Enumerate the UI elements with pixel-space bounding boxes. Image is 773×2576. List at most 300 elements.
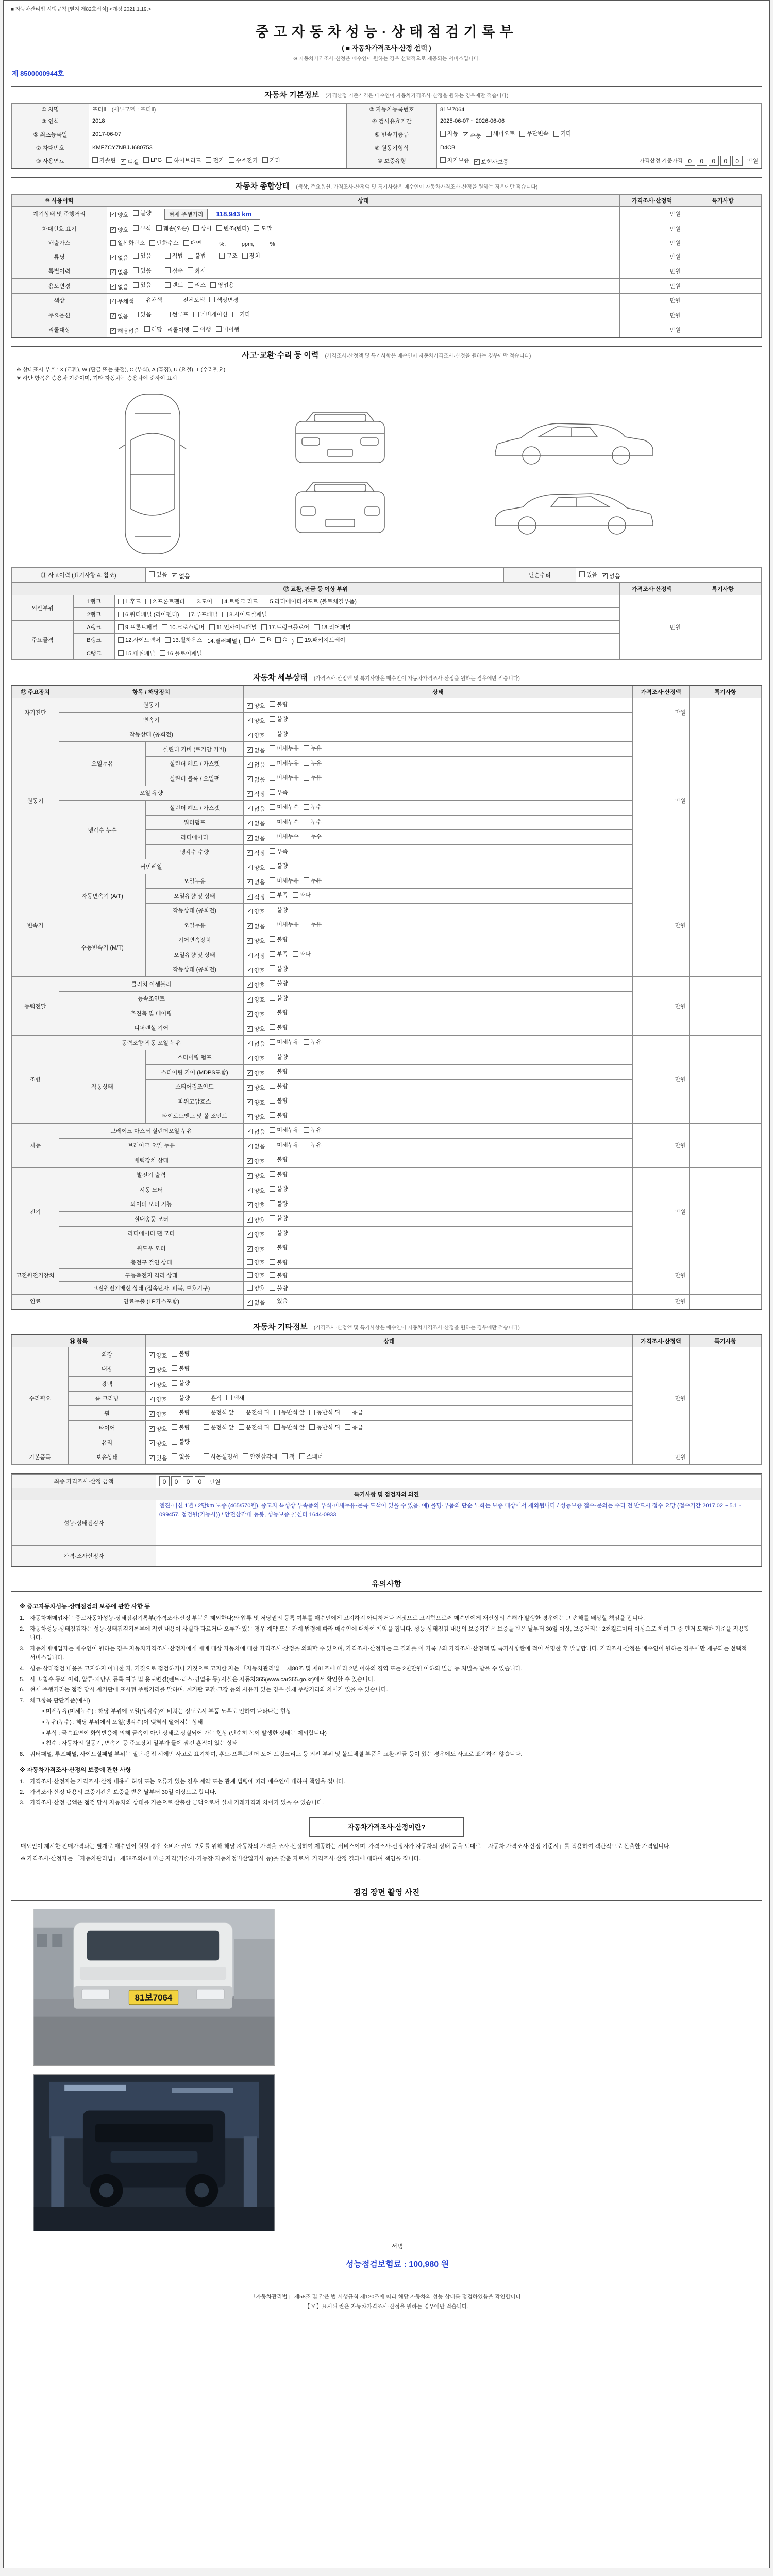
notice-item [20, 1665, 753, 1674]
checkbox-checked[interactable] [247, 746, 265, 754]
subitem-cell: 스티어링 기어 (MDPS포함) [146, 1065, 244, 1080]
checkbox-box [304, 1039, 309, 1045]
checkbox-unchecked[interactable] [270, 1096, 288, 1105]
checkbox-checked[interactable] [247, 702, 265, 710]
table-row [12, 874, 762, 889]
checkbox-unchecked[interactable] [270, 1229, 288, 1237]
checkbox-box [133, 210, 139, 216]
checkbox-checked[interactable] [247, 1010, 265, 1019]
checkbox-box [247, 1259, 253, 1265]
checkbox-label: 해당없음 [117, 328, 140, 335]
checkbox-unchecked[interactable] [270, 876, 299, 885]
checkbox-unchecked[interactable] [440, 129, 458, 138]
checkbox-box [270, 951, 275, 957]
checkbox-checked[interactable] [247, 1157, 265, 1165]
checkbox-checked[interactable] [149, 1366, 167, 1374]
checkbox-unchecked[interactable] [270, 1155, 288, 1163]
checkbox-checked[interactable] [247, 907, 265, 916]
checkbox-unchecked[interactable] [193, 224, 211, 232]
checkbox-checked[interactable] [247, 952, 265, 960]
checkbox-unchecked[interactable] [270, 1284, 288, 1292]
checkbox-box [579, 571, 585, 577]
checkbox-unchecked[interactable] [172, 1364, 190, 1372]
checkbox-unchecked[interactable] [204, 1394, 222, 1402]
checkbox-unchecked[interactable] [304, 759, 322, 767]
checkbox-unchecked[interactable] [270, 935, 288, 943]
checkbox-checked[interactable] [110, 211, 128, 219]
checkbox-unchecked[interactable] [270, 920, 299, 928]
checkbox-checked[interactable] [247, 981, 265, 989]
checkbox-unchecked[interactable] [206, 156, 224, 164]
checkbox-box [204, 1395, 209, 1400]
checkbox-unchecked[interactable] [270, 1038, 299, 1046]
checkbox-checked[interactable] [247, 1069, 265, 1077]
checkbox-label: 불량 [277, 1054, 288, 1060]
checkbox-box [244, 637, 250, 643]
checkbox-unchecked[interactable] [270, 744, 299, 752]
status-cell [244, 1065, 633, 1080]
checkbox-checked[interactable] [247, 1083, 265, 1092]
checkbox-box [304, 804, 309, 810]
checkbox-box [304, 877, 309, 883]
checkbox-unchecked[interactable] [270, 1053, 288, 1061]
checkbox-label: 침수 [172, 267, 183, 274]
checkbox-checked[interactable] [247, 1128, 265, 1136]
etc-col-price: 가격조사·산정액 [633, 1335, 690, 1347]
checkbox-unchecked[interactable] [270, 891, 288, 899]
checkbox-unchecked[interactable] [270, 1214, 288, 1222]
checkbox-unchecked[interactable] [118, 649, 155, 657]
checkbox-box [270, 1230, 275, 1235]
checkbox-unchecked[interactable] [110, 239, 145, 247]
checkbox-unchecked[interactable] [149, 570, 167, 579]
checkbox-checked[interactable] [247, 790, 265, 798]
checkbox-unchecked[interactable] [260, 637, 271, 643]
checkbox-unchecked[interactable] [270, 788, 288, 796]
photos-body [11, 1901, 762, 2284]
checkbox-unchecked[interactable] [299, 1452, 323, 1461]
checkbox-label: 장치 [249, 253, 260, 260]
checkbox-checked[interactable] [247, 731, 265, 739]
checkbox-unchecked[interactable] [440, 156, 469, 164]
checkbox-checked[interactable] [110, 226, 128, 234]
section-etc-note: (가격조사·산정액 및 특기사항은 매수인이 자동차가격조사·산정을 원하는 경우에만 적습니다) [313, 1325, 520, 1331]
checkbox-unchecked[interactable] [232, 310, 250, 318]
checkbox-checked[interactable] [247, 1040, 265, 1048]
section-notices [11, 1575, 762, 1875]
checkbox-unchecked[interactable] [314, 623, 351, 631]
checkbox-unchecked[interactable] [270, 832, 299, 840]
checkbox-unchecked[interactable] [270, 1297, 288, 1305]
checkbox-unchecked[interactable] [270, 803, 299, 811]
checkbox-unchecked[interactable] [270, 1170, 288, 1178]
checkbox-unchecked[interactable] [304, 1126, 322, 1134]
checkbox-unchecked[interactable] [204, 1408, 234, 1416]
checkbox-unchecked[interactable] [247, 1258, 265, 1266]
checkbox-label: 디젤 [127, 159, 139, 165]
item-cell: 색상 [12, 293, 107, 308]
checkbox-unchecked[interactable] [304, 803, 322, 811]
checkbox-checked[interactable] [149, 1351, 167, 1360]
checkbox-checked[interactable] [247, 1113, 265, 1121]
checkbox-unchecked[interactable] [304, 744, 322, 752]
status-cell [244, 742, 633, 757]
vin-label: ⑦ 차대번호 [12, 142, 89, 154]
checkbox-unchecked[interactable] [553, 129, 572, 138]
checkbox-unchecked[interactable] [166, 156, 201, 164]
checkbox-checked[interactable] [110, 297, 134, 306]
checkbox-unchecked[interactable] [270, 1008, 288, 1016]
checkbox-checked[interactable] [247, 1298, 265, 1307]
checkbox-unchecked[interactable] [172, 1349, 190, 1358]
checkbox-unchecked[interactable] [144, 325, 162, 333]
checkbox-unchecked[interactable] [188, 251, 206, 260]
checkbox-box [206, 157, 211, 163]
checkbox-checked[interactable] [247, 1230, 265, 1239]
warranty-type-value [437, 154, 762, 168]
checkbox-unchecked[interactable] [270, 730, 288, 738]
checkbox-unchecked[interactable] [133, 224, 151, 232]
checkbox-label: 과다 [299, 951, 311, 958]
price-cell: 만원 [620, 207, 684, 222]
engine-type-label: ⑧ 원동기형식 [347, 142, 437, 154]
checkbox-unchecked[interactable] [579, 570, 597, 579]
checkbox-checked[interactable] [247, 819, 265, 827]
checkbox-unchecked[interactable] [209, 296, 239, 304]
checkbox-unchecked[interactable] [270, 759, 299, 767]
checkbox-checked[interactable] [463, 131, 481, 140]
checkbox-unchecked[interactable] [304, 1038, 322, 1046]
checkbox-box [216, 225, 222, 231]
checkbox-unchecked[interactable] [309, 1423, 340, 1431]
checkbox-unchecked[interactable] [156, 224, 189, 232]
checkbox-unchecked[interactable] [270, 1111, 288, 1120]
checkbox-unchecked[interactable] [309, 1408, 340, 1416]
checkbox-unchecked[interactable] [270, 861, 288, 870]
checkbox-unchecked[interactable] [219, 251, 237, 260]
checkbox-checked[interactable] [149, 1425, 167, 1433]
checkbox-unchecked[interactable] [270, 773, 299, 782]
checkbox-unchecked[interactable] [162, 623, 204, 631]
checkbox-checked[interactable] [149, 1454, 167, 1462]
checkbox-unchecked[interactable] [293, 950, 311, 958]
checkbox-box [274, 1410, 280, 1415]
checkbox-unchecked[interactable] [222, 610, 267, 618]
checkbox-label: 부족 [277, 892, 288, 899]
checkbox-unchecked[interactable] [204, 1452, 238, 1461]
checkbox-unchecked[interactable] [270, 964, 288, 973]
checkbox-unchecked[interactable] [304, 1141, 322, 1149]
checkbox-unchecked[interactable] [270, 1067, 288, 1075]
checkbox-unchecked[interactable] [118, 597, 141, 605]
checkbox-unchecked[interactable] [270, 847, 288, 855]
checkbox-unchecked[interactable] [229, 156, 258, 164]
checkbox-unchecked[interactable] [216, 224, 249, 232]
checkbox-unchecked[interactable] [188, 281, 206, 289]
checkbox-unchecked[interactable] [274, 1408, 305, 1416]
checkbox-unchecked[interactable] [118, 623, 157, 631]
checkbox-checked[interactable] [247, 1054, 265, 1062]
checkbox-checked[interactable] [247, 1245, 265, 1253]
checkbox-unchecked[interactable] [118, 610, 179, 618]
checkbox-unchecked[interactable] [247, 1271, 265, 1279]
checkbox-unchecked[interactable] [133, 281, 151, 289]
checkbox-unchecked[interactable] [226, 1394, 244, 1402]
checkbox-unchecked[interactable] [133, 251, 151, 260]
note-cell [690, 874, 762, 977]
checkbox-checked[interactable] [172, 572, 190, 580]
checkbox-box [118, 612, 124, 617]
checkbox-checked[interactable] [149, 1410, 167, 1418]
checkbox-unchecked[interactable] [270, 979, 288, 987]
checkbox-unchecked[interactable] [165, 266, 183, 275]
checkbox-unchecked[interactable] [242, 251, 260, 260]
checkbox-unchecked[interactable] [193, 310, 228, 318]
status-cell [244, 1109, 633, 1124]
checkbox-box [270, 907, 275, 912]
checkbox-unchecked[interactable] [304, 876, 322, 885]
checkbox-unchecked[interactable] [210, 281, 234, 289]
status-cell [107, 222, 620, 236]
checkbox-label: 미세누유 [277, 1127, 299, 1134]
checkbox-unchecked[interactable] [270, 1082, 288, 1090]
checkbox-unchecked[interactable] [519, 129, 549, 138]
checkbox-unchecked[interactable] [172, 1452, 190, 1461]
checkbox-unchecked[interactable] [172, 1408, 190, 1416]
checkbox-unchecked[interactable] [244, 637, 255, 643]
checkbox-unchecked[interactable] [270, 950, 288, 958]
checkbox-label: 양호 [254, 1026, 265, 1033]
checkbox-unchecked[interactable] [270, 1023, 288, 1031]
checkbox-unchecked[interactable] [243, 1452, 277, 1461]
checkbox-box [309, 1410, 315, 1415]
checkbox-box [204, 1424, 209, 1430]
checkbox-checked[interactable] [247, 995, 265, 1004]
checkbox-checked[interactable] [247, 760, 265, 769]
checkbox-label: 양호 [156, 1382, 167, 1388]
checkbox-unchecked[interactable] [345, 1408, 363, 1416]
checkbox-checked[interactable] [247, 1201, 265, 1209]
checkbox-unchecked[interactable] [165, 636, 202, 644]
item-cell: 유리 [69, 1435, 146, 1450]
checkbox-unchecked[interactable] [216, 325, 240, 333]
note-cell [690, 1036, 762, 1124]
checkbox-unchecked[interactable] [172, 1379, 190, 1387]
notice-text: • 누유(누수) : 해당 부위에서 오일(냉각수)이 맺혀서 떨어지는 상태 [42, 1719, 203, 1725]
checkbox-label: 17.트렁크플로어 [268, 624, 310, 631]
checkbox-unchecked[interactable] [165, 281, 183, 289]
checkbox-box [133, 282, 139, 288]
checkbox-box [172, 1439, 177, 1445]
checkbox-unchecked[interactable] [139, 296, 162, 304]
checkbox-unchecked[interactable] [145, 597, 184, 605]
checkbox-unchecked[interactable] [270, 994, 288, 1002]
status-cell [115, 634, 620, 647]
checkbox-unchecked[interactable] [193, 325, 211, 333]
checkbox-unchecked[interactable] [270, 1243, 288, 1251]
checkbox-checked[interactable] [121, 158, 139, 166]
checkbox-checked[interactable] [247, 717, 265, 725]
checkbox-box: ✓ [247, 717, 252, 723]
item-cell: 타이어 [69, 1420, 146, 1435]
checkbox-unchecked[interactable] [304, 920, 322, 928]
checkbox-checked[interactable] [247, 1025, 265, 1033]
item-cell: 내장 [69, 1362, 146, 1377]
checkbox-checked[interactable] [247, 1098, 265, 1107]
checkbox-checked[interactable] [149, 1395, 167, 1403]
checkbox-checked[interactable] [149, 1439, 167, 1448]
checkbox-checked[interactable] [247, 1216, 265, 1224]
checkbox-unchecked[interactable] [274, 1423, 305, 1431]
checkbox-checked[interactable] [247, 775, 265, 784]
checkbox-checked[interactable] [247, 878, 265, 886]
checkbox-unchecked[interactable] [270, 1271, 288, 1279]
checkbox-unchecked[interactable] [270, 818, 299, 826]
status-cell [244, 933, 633, 947]
checkbox-unchecked[interactable] [282, 1452, 295, 1461]
overall-col-note: 특기사항 [684, 195, 762, 207]
checkbox-checked[interactable] [247, 966, 265, 974]
checkbox-checked[interactable] [247, 834, 265, 842]
checkbox-checked[interactable] [247, 1142, 265, 1150]
checkbox-unchecked[interactable] [165, 251, 183, 260]
checkbox-unchecked[interactable] [247, 1284, 265, 1292]
checkbox-box [270, 1054, 275, 1059]
checkbox-unchecked[interactable] [270, 715, 288, 723]
checkbox-unchecked[interactable] [270, 1126, 299, 1134]
checkbox-checked[interactable] [110, 327, 140, 335]
status-cell [244, 1281, 633, 1294]
section-basic-header [11, 87, 762, 103]
checkbox-unchecked[interactable] [486, 129, 515, 138]
checkbox-unchecked[interactable] [262, 156, 280, 164]
checkbox-unchecked[interactable] [239, 1423, 270, 1431]
checkbox-unchecked[interactable] [263, 597, 357, 605]
price-cell: 만원 [620, 323, 684, 337]
checkbox-checked[interactable] [247, 863, 265, 872]
checkbox-box: ✓ [111, 211, 115, 217]
checkbox-box [309, 1424, 315, 1430]
checkbox-checked[interactable] [474, 158, 509, 166]
checkbox-unchecked[interactable] [217, 597, 258, 605]
checkbox-box: ✓ [247, 996, 252, 1003]
status-cell [244, 903, 633, 918]
notice-text: 1. [20, 1615, 25, 1621]
checkbox-checked[interactable] [247, 805, 265, 813]
checkbox-unchecked[interactable] [345, 1423, 363, 1431]
checkbox-unchecked[interactable] [160, 649, 202, 657]
checkbox-checked[interactable] [247, 922, 265, 930]
checkbox-unchecked[interactable] [304, 818, 322, 826]
checkbox-unchecked[interactable] [149, 239, 179, 247]
group-cell: 연료 [12, 1294, 59, 1309]
checkbox-label: 미세누유 [277, 760, 299, 767]
checkbox-checked[interactable] [602, 572, 620, 580]
checkbox-unchecked[interactable] [143, 157, 162, 163]
checkbox-unchecked[interactable] [270, 1199, 288, 1208]
checkbox-unchecked[interactable] [270, 1184, 288, 1193]
opinion-appraiser-text [156, 1546, 762, 1566]
checkbox-unchecked[interactable] [270, 1141, 299, 1149]
notice-text: 성능·상태점검 내용을 고지하지 아니한 자, 거짓으로 점검하거나 거짓으로 고지한 자는 「자동차관리법」 제80조 및 제81조에 따라 2년 이하의 징역 또는 2천만원 이하의 벌금 등 처벌을 받을 수 있습니다. [30, 1665, 523, 1672]
checkbox-label: 양호 [254, 1217, 265, 1224]
checkbox-checked[interactable] [247, 849, 265, 857]
checkbox-checked[interactable] [247, 1187, 265, 1195]
checkbox-checked[interactable] [110, 312, 128, 320]
option-separator-text: 14.필러패널 ( [207, 638, 241, 645]
checkbox-unchecked[interactable] [270, 906, 288, 914]
checkbox-box: ✓ [247, 776, 252, 782]
checkbox-checked[interactable] [110, 268, 128, 276]
checkbox-checked[interactable] [110, 253, 128, 262]
checkbox-box: ✓ [149, 1396, 154, 1402]
checkbox-unchecked[interactable] [209, 623, 257, 631]
checkbox-box [156, 225, 162, 231]
checkbox-label: 불량 [277, 965, 288, 972]
checkbox-unchecked[interactable] [184, 610, 218, 618]
checkbox-unchecked[interactable] [183, 239, 201, 247]
checkbox-unchecked[interactable] [172, 1423, 190, 1431]
checkbox-unchecked[interactable] [270, 700, 288, 708]
checkbox-box: ✓ [247, 938, 252, 944]
checkbox-checked[interactable] [247, 937, 265, 945]
checkbox-box [118, 650, 124, 656]
checkbox-checked[interactable] [149, 1381, 167, 1389]
checkbox-unchecked[interactable] [270, 1258, 288, 1266]
checkbox-box [304, 922, 309, 927]
checkbox-unchecked[interactable] [172, 1437, 190, 1446]
section-detail-state [11, 669, 762, 1310]
checkbox-box [270, 995, 275, 1001]
checkbox-unchecked[interactable] [118, 636, 160, 644]
checkbox-box: ✓ [247, 967, 252, 973]
status-cell [244, 874, 633, 889]
checkbox-unchecked[interactable] [204, 1423, 234, 1431]
checkbox-box [149, 571, 155, 577]
section-final-price-opinion [11, 1473, 762, 1567]
checkbox-unchecked[interactable] [293, 891, 311, 899]
checkbox-unchecked[interactable] [133, 266, 151, 275]
checkbox-checked[interactable] [110, 283, 128, 291]
checkbox-unchecked[interactable] [304, 832, 322, 840]
checkbox-unchecked[interactable] [92, 156, 116, 164]
checkbox-unchecked[interactable] [297, 636, 345, 644]
checkbox-unchecked[interactable] [165, 310, 189, 318]
item-cell: 광택 [69, 1377, 146, 1392]
checkbox-unchecked[interactable] [239, 1408, 270, 1416]
notice-item [20, 1675, 753, 1685]
title-block [11, 21, 762, 62]
checkbox-unchecked[interactable] [304, 773, 322, 782]
checkbox-unchecked[interactable] [190, 597, 212, 605]
checkbox-unchecked[interactable] [188, 266, 206, 275]
checkbox-unchecked[interactable] [172, 1394, 190, 1402]
checkbox-unchecked[interactable] [176, 296, 205, 304]
checkbox-box: ✓ [463, 132, 468, 138]
status-cell [244, 727, 633, 742]
item-cell: 리콜대상 [12, 323, 107, 337]
note-cell [684, 595, 762, 660]
checkbox-unchecked[interactable] [133, 310, 151, 318]
checkbox-unchecked[interactable] [254, 224, 272, 232]
checkbox-unchecked[interactable] [261, 623, 309, 631]
checkbox-unchecked[interactable] [133, 209, 151, 217]
checkbox-unchecked[interactable] [275, 637, 287, 643]
item-cell: 브레이크 마스터 실린더오일 누유 [59, 1124, 244, 1139]
checkbox-checked[interactable] [247, 1172, 265, 1180]
notice-text: 가격조사·산정자는 가격조사·산정 내용에 허위 또는 오류가 있는 경우 계약 또는 관계 법령에 따라 매수인에 대하여 책임을 집니다. [30, 1778, 345, 1785]
checkbox-checked[interactable] [247, 893, 265, 901]
